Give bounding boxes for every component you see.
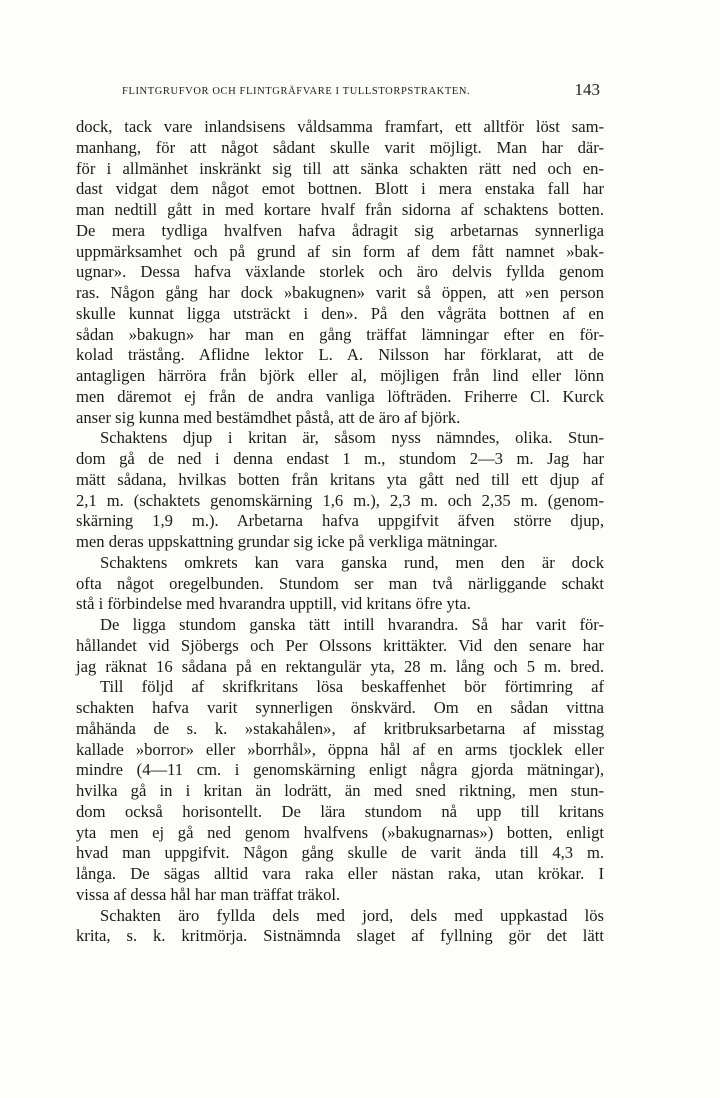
- text-line: sådan »bakugn» har man en gång träffat lämningar efter en för-: [76, 324, 604, 344]
- text-line: dom också horisontellt. De lära stundom nå upp till kritans: [76, 801, 604, 821]
- page-number: 143: [574, 80, 600, 99]
- text-line: vissa af dessa hål har man träffat träkol.: [76, 884, 341, 904]
- text-line: ras. Någon gång har dock »bakugnen» varit så öppen, att »en person: [76, 283, 604, 302]
- paragraph-start: Schakten äro fyllda dels med jord, dels med uppkastad lös: [100, 905, 604, 925]
- running-title: FLINTGRUFVOR OCH FLINTGRÄFVARE I TULLSTORPSTRAKTEN.: [122, 86, 471, 97]
- text-line: långa. De sägas alltid vara raka eller nästan raka, utan krökar. I: [76, 864, 604, 883]
- text-line: yta men ej gå ned genom hvalfvens (»bakugnarnas») botten, enligt: [76, 822, 604, 842]
- paragraph-start: De ligga stundom ganska tätt intill hvarandra. Så har varit för-: [100, 615, 604, 634]
- text-line: hållandet vid Sjöbergs och Per Olssons krittäkter. Vid den senare har: [76, 635, 604, 655]
- text-line: stå i förbindelse med hvarandra upptill, vid kritans öfre yta.: [76, 594, 471, 614]
- text-line: hvilka gå in i kritan än lodrätt, än med sned riktning, men stun-: [76, 781, 604, 800]
- text-line: men deras uppskattning grundar sig icke på verkliga mätningar.: [76, 532, 498, 551]
- running-head: [122, 80, 600, 102]
- text-line: anser sig kunna med bestämdhet påstå, att de äro af björk.: [76, 407, 461, 427]
- text-line: skärning 1,9 m.). Arbetarna hafva uppgifvit äfven större djup,: [76, 511, 604, 531]
- text-line: mindre (4—11 cm. i genomskärning enligt några gjorda mätningar),: [76, 760, 604, 780]
- text-line: dast vidgat dem något emot bottnen. Blott i mera enstaka fall har: [76, 179, 604, 199]
- text-line: dock, tack vare inlandsisens våldsamma framfart, ett alltför löst sam-: [76, 117, 604, 136]
- paragraph-start: Schaktens djup i kritan är, såsom nyss nämndes, olika. Stun-: [100, 428, 604, 448]
- text-line: schakten hafva varit synnerligen önskvärd. Om en sådan vittna: [76, 698, 604, 717]
- text-line: för i allmänhet inskränkt sig till att sänka schakten rätt ned och en-: [76, 158, 604, 178]
- text-line: ofta något oregelbunden. Stundom ser man två närliggande schakt: [76, 573, 604, 593]
- text-line: antagligen härröra från björk eller al, möjligen från lind eller lönn: [76, 366, 604, 385]
- text-line: måhända de s. k. »stakahålen», af kritbruksarbetarna af misstag: [76, 718, 604, 738]
- paragraph-start: Schaktens omkrets kan vara ganska rund, men den är dock: [100, 552, 604, 572]
- text-line: ugnar». Dessa hafva växlande storlek och äro delvis fyllda genom: [76, 262, 604, 282]
- text-line: kallade »borror» eller »borrhål», öppna hål af en arms tjocklek eller: [76, 739, 604, 759]
- text-line: skulle kunnat ligga utsträckt i den». På den vågräta bottnen af en: [76, 303, 604, 323]
- text-line: man nedtill gått in med kortare hvalf från sidorna af schaktens botten.: [76, 200, 604, 219]
- text-line: men däremot ej från de andra vanliga löfträden. Friherre Cl. Kurck: [76, 386, 604, 406]
- text-line: dom gå de ned i denna endast 1 m., stundom 2—3 m. Jag har: [76, 449, 604, 468]
- text-line: krita, s. k. kritmörja. Sistnämnda slaget af fyllning gör det lätt: [76, 926, 604, 946]
- body-text: [76, 117, 604, 947]
- text-line: jag räknat 16 sådana på en rektangulär yta, 28 m. lång och 5 m. bred.: [76, 656, 604, 676]
- text-line: De mera tydliga hvalfven hafva ådragit sig arbetarnas synnerliga: [76, 220, 604, 240]
- paragraph-start: Till följd af skrifkritans lösa beskaffenhet bör förtimring af: [100, 677, 604, 697]
- text-line: uppmärksamhet och på grund af sin form af dem fått namnet »bak-: [76, 241, 604, 261]
- text-line: mätt sådana, hvilkas botten från kritans yta gått ned till ett djup af: [76, 469, 604, 489]
- text-line: hvad man uppgifvit. Någon gång skulle de varit ända till 4,3 m.: [76, 843, 604, 863]
- text-line: kolad trästång. Aflidne lektor L. A. Nilsson har förklarat, att de: [76, 345, 604, 365]
- text-line: manhang, för att något sådant skulle varit möjligt. Man har där-: [76, 137, 604, 157]
- text-line: 2,1 m. (schaktets genomskärning 1,6 m.), 2,3 m. och 2,35 m. (genom-: [76, 490, 604, 510]
